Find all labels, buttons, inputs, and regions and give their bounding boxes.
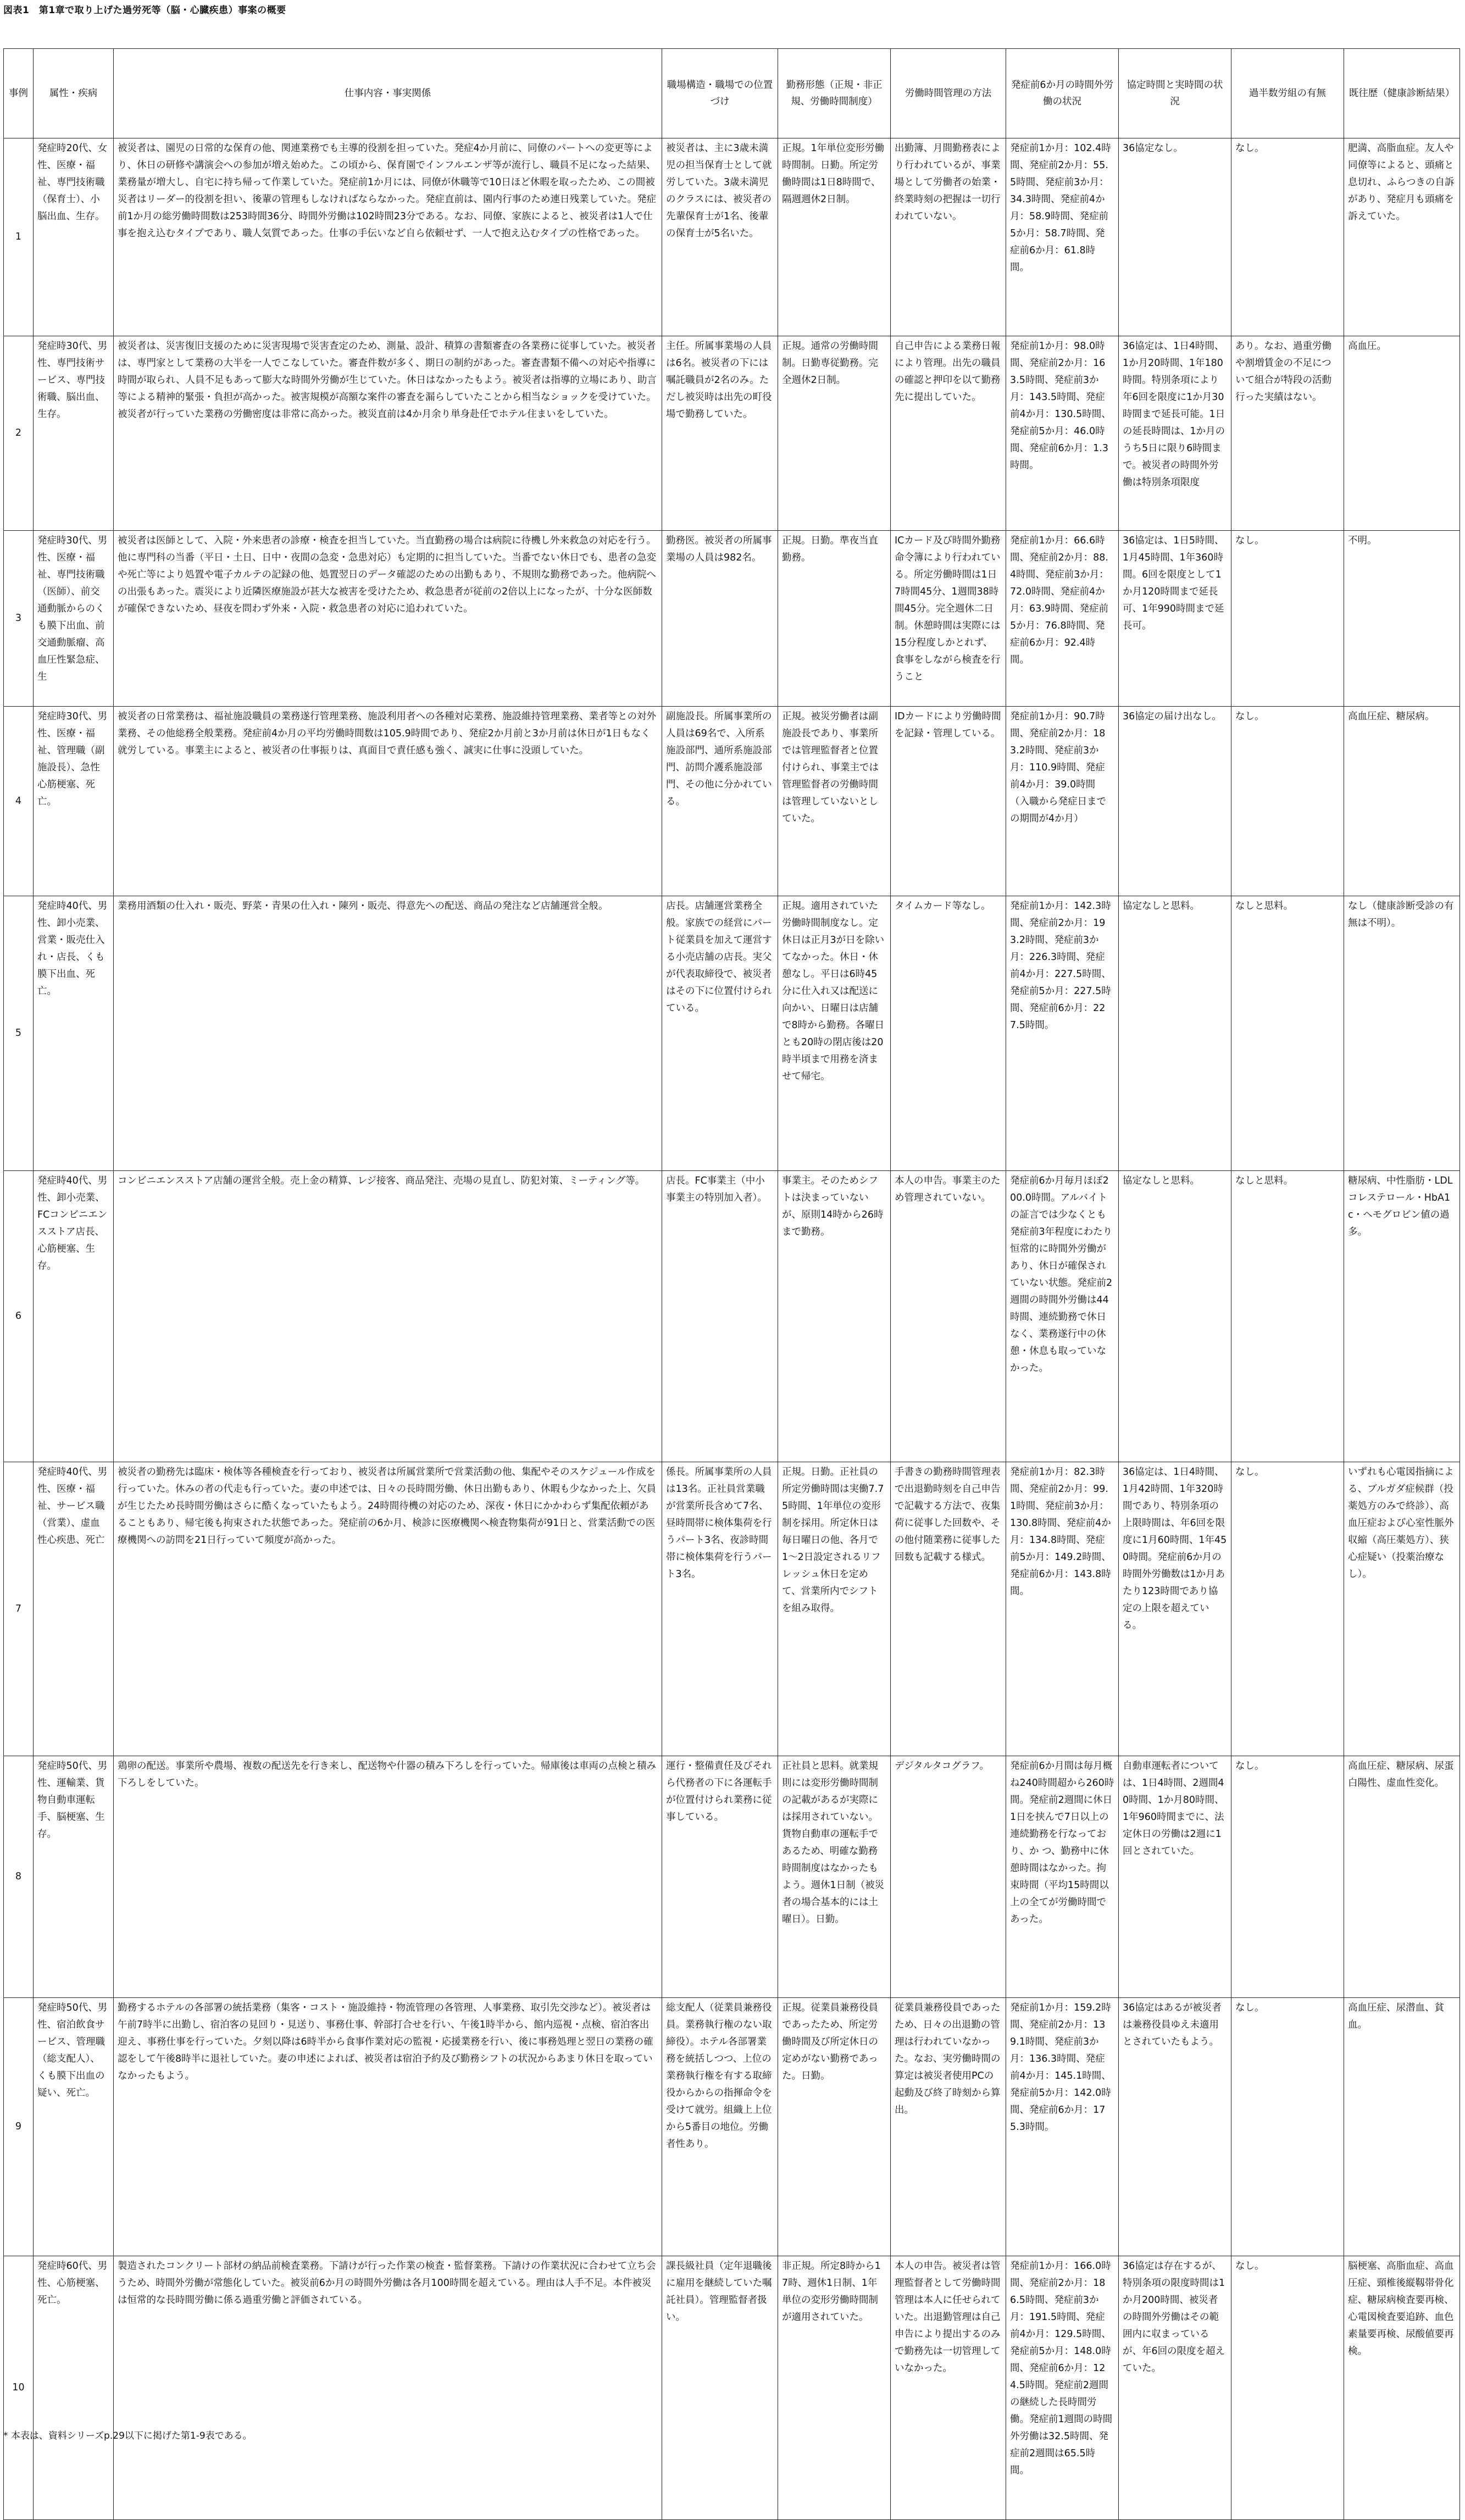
- case-work-form: 正規。日勤。準夜当直勤務。: [778, 531, 891, 707]
- case-union: なし。: [1231, 1756, 1344, 1998]
- header-cell-attributes: 属性・疾病: [34, 49, 114, 138]
- case-work-description: 被災者は医師として、入院・外来患者の診療・検査を担当していた。当直勤務の場合は病院に待機し外来救急の対応を行う。他に専門科の当番（平日・土日、日中・夜間の急変・急患対応）も定期的に担当していた。当番でない休日でも、患者の急変や死亡等により処置や電子カルテの記録の他、処置翌日のデータ確認のための出勤もあり、不規則な勤務であった。他病院への出張もあった。震災により近隣医療施設が甚大な被害を受けたため、救急患者が従前の2倍以上になったが、十分な医師数が確保できないため、昼夜を問わず外来・入院・救急患者の対応に追われていた。: [114, 531, 662, 707]
- case-attributes: 発症時60代、男性、心筋梗塞、死亡。: [34, 2256, 114, 2520]
- case-attributes: 発症時40代、男性、医療・福祉、サービス職（営業）、虚血性心疾患、死亡: [34, 1462, 114, 1756]
- case-work-description: 被災者の日常業務は、福祉施設職員の業務遂行管理業務、施設利用者への各種対応業務、施設維持管理業務、業者等との対外業務、その他総務全般業務。発症前4か月の平均労働時間数は105.9時間であり、発症2か月前と3か月前は休日が1日もなく就労している。事業主によると、被災者の仕事振りは、真面目で責任感も強く、誠実に仕事に没頭していた。: [114, 707, 662, 896]
- case-position: 店長。FC事業主（中小事業主の特別加入者）。: [662, 1171, 778, 1462]
- case-overtime: 発症前1か月：159.2時間、発症前2か月：139.1時間、発症前3か月：136.3時間、発症前4か月：145.1時間、発症前5か月：142.0時間、発症前6か月：175.3時間。: [1006, 1998, 1119, 2256]
- table-row: [4, 2256, 1460, 2520]
- case-work-form: 正規。通常の労働時間制。日勤専従勤務。完全週休2日制。: [778, 336, 891, 531]
- case-union: なし。: [1231, 1998, 1344, 2256]
- case-history: 肥満、高脂血症。友人や同僚等によると、頭痛と息切れ、ふらつきの自訴があり、発症月も頭痛を訴えていた。: [1344, 138, 1460, 336]
- case-work-form: 正規。1年単位変形労働時間制。日勤。所定労働時間は1日8時間で、隔週週休2日制。: [778, 138, 891, 336]
- case-history: なし（健康診断受診の有無は不明）。: [1344, 896, 1460, 1171]
- case-agreement: 36協定は、1日5時間、1月45時間、1年360時間。6回を限度として1か月120時間まで延長可、1年990時間まで延長可。: [1119, 531, 1231, 707]
- case-agreement: 36協定なし。: [1119, 138, 1231, 336]
- case-work-description: 製造されたコンクリート部材の納品前検査業務。下請けが行った作業の検査・監督業務。下請けの作業状況に合わせて立ち会うため、時間外労働が常態化していた。被災前6か月の時間外労働は各月100時間を超えている。理由は人手不足。本件被災は恒常的な長時間労働に係る過重労働と評価されている。: [114, 2256, 662, 2520]
- case-agreement: 協定なしと思料。: [1119, 896, 1231, 1171]
- page-title: 図表1 第1章で取り上げた過労死等（脳・心臓疾患）事案の概要: [3, 5, 286, 16]
- case-union: なしと思料。: [1231, 1171, 1344, 1462]
- case-history: 脳梗塞、高脂血症、高血圧症、頸椎後縦靱帯骨化症、糖尿病検査要再検、心電図検査要追跡、血色素量要再検、尿酸値要再検。: [1344, 2256, 1460, 2520]
- case-agreement: 自動車運転者については、1日4時間、2週間40時間、1か月80時間、1年960時間までに、法定休日の労働は2週に1回とされていた。: [1119, 1756, 1231, 1998]
- case-overtime: 発症前1か月：142.3時間、発症前2か月：193.2時間、発症前3か月：226.3時間、発症前4か月：227.5時間、発症前5か月：227.5時間、発症前6か月：227.5時間。: [1006, 896, 1119, 1171]
- case-union: なし。: [1231, 707, 1344, 896]
- case-work-description: 鶏卵の配送。事業所や農場、複数の配送先を行き来し、配送物や什器の積み下ろしを行っていた。帰庫後は車両の点検と積み下ろしをしていた。: [114, 1756, 662, 1998]
- case-time-management: 本人の申告。事業主のため管理されていない。: [891, 1171, 1006, 1462]
- case-overtime: 発症前1か月：82.3時間、発症前2か月：99.1時間、発症前3か月：130.8時間、発症前4か月：134.8時間、発症前5か月：149.2時間、発症前6か月：143.8時間。: [1006, 1462, 1119, 1756]
- case-history: 高血圧。: [1344, 336, 1460, 531]
- table-row: [4, 1756, 1460, 1998]
- case-overtime: 発症前6か月間は毎月概ね240時間超から260時間。発症前2週間に休日1日を挟んで7日以上の連続勤務を行なっており、か つ、勤務中に休憩時間はなかった。拘束時間（平均15時間以上の全てが労働時間であった。: [1006, 1756, 1119, 1998]
- case-attributes: 発症時50代、男性、運輸業、貨物自動車運転手、脳梗塞、生存。: [34, 1756, 114, 1998]
- case-overtime: 発症前6か月毎月ほぼ200.0時間。アルバイトの証言では少なくとも発症前3年程度にわたり恒常的に時間外労働があり、休日が確保されていない状態。発症前2週間の時間外労働は44時間、連続勤務で休日なく、業務遂行中の休憩・休息も取っていなかった。: [1006, 1171, 1119, 1462]
- case-overtime: 発症前1か月：98.0時間、発症前2か月：163.5時間、発症前3か月：143.5時間、発症前4か月：130.5時間、発症前5か月：46.0時間、発症前6か月：1.3時間。: [1006, 336, 1119, 531]
- case-attributes: 発症時40代、男性、卸小売業、営業・販売仕入れ・店長、くも膜下出血、死亡。: [34, 896, 114, 1171]
- case-work-form: 非正規。所定8時から17時、週休1日制、1年単位の変形労働時間制が適用されていた。: [778, 2256, 891, 2520]
- case-agreement: 36協定は、1日4時間、1か月20時間、1年180時間。特別条項により年6回を限度に1か月30時間まで延長可能。1日の延長時間は、1か月のうち5日に限り6時間まで。被災者の時間外労働は特別条項限度: [1119, 336, 1231, 531]
- case-number: 4: [4, 707, 34, 896]
- case-agreement: 36協定は、1日4時間、1月42時間、1年320時間であり、特別条項の上限時間は、年6回を限度に1月60時間、1年450時間。発症前6か月の時間外労働数は1か月あたり123時間であり協定の上限を超えている。: [1119, 1462, 1231, 1756]
- case-work-form: 事業主。そのためシフトは決まっていないが、原則14時から26時まで勤務。: [778, 1171, 891, 1462]
- table-row: [4, 896, 1460, 1171]
- case-number: 7: [4, 1462, 34, 1756]
- case-position: 係長。所属事業所の人員は13名。正社員営業職が営業所長含めて7名、昼時間帯に検体集荷を行うパート3名、夜診時間帯に検体集荷を行うパート3名。: [662, 1462, 778, 1756]
- case-history: 高血圧症、糖尿病。: [1344, 707, 1460, 896]
- header-cell-case-no: 事例: [4, 49, 34, 138]
- case-work-description: 勤務するホテルの各部署の統括業務（集客・コスト・施設維持・物流管理の各管理、人事業務、取引先交渉など）。被災者は午前7時半に出勤し、宿泊客の見回り・見送り、事務仕事、幹部打合せを行い、午後1時半から、館内巡視・点検、宿泊客出迎え、事務仕事を行っていた。夕刻以降は6時半から食事作業対応の監視・応援業務を行い、後に事務処理と翌日の業務の確認をして午後8時半に退社していた。妻の申述によれば、被災者は宿泊予約及び勤務シフトの状況からあまり休日を取っていなかったもよう。: [114, 1998, 662, 2256]
- case-time-management: 手書きの勤務時間管理表で出退勤時刻を自己申告で記載する方法で、夜集荷に従事した回数や、その他付随業務に従事した回数も記載する様式。: [891, 1462, 1006, 1756]
- case-agreement: 36協定の届け出なし。: [1119, 707, 1231, 896]
- case-overtime: 発症前1か月：66.6時間、発症前2か月：88.4時間、発症前3か月：72.0時間、発症前4か月：63.9時間、発症前5か月：76.8時間、発症前6か月：92.4時間。: [1006, 531, 1119, 707]
- case-attributes: 発症時50代、男性、宿泊飲食サービス、管理職（総支配人）、くも膜下出血の疑い、死亡。: [34, 1998, 114, 2256]
- case-time-management: デジタルタコグラフ。: [891, 1756, 1006, 1998]
- case-position: 副施設長。所属事業所の人員は69名で、入所系施設部門、通所系施設部門、訪問介護系施設部門、その他に分かれている。: [662, 707, 778, 896]
- case-work-form: 正社員と思料。就業規則には変形労働時間制の記載があるが実際には採用されていない。貨物自動車の運転手であるため、明確な勤務時間制度はなかったもよう。週休1日制（被災者の場合基本的には土曜日）。日勤。: [778, 1756, 891, 1998]
- case-overtime: 発症前1か月：90.7時間、発症前2か月：183.2時間、発症前3か月：110.9時間、発症前4か月：39.0時間（入職から発症日までの期間が4か月）: [1006, 707, 1119, 896]
- case-union: なし。: [1231, 531, 1344, 707]
- case-union: なし。: [1231, 2256, 1344, 2520]
- case-history: 糖尿病、中性脂肪・LDLコレステロール・HbA1c・ヘモグロビン値の過多。: [1344, 1171, 1460, 1462]
- case-number: 5: [4, 896, 34, 1171]
- table-row: [4, 1171, 1460, 1462]
- case-attributes: 発症時20代、女性、医療・福祉、専門技術職（保育士）、小脳出血、生存。: [34, 138, 114, 336]
- case-number: 3: [4, 531, 34, 707]
- case-history: 不明。: [1344, 531, 1460, 707]
- case-work-form: 正規。適用されていた労働時間制度なし。定休日は正月3が日を除いてなかった。休日・休憩なし。平日は6時45分に仕入れ又は配送に向かい、日曜日は店舗で8時から勤務。各曜日とも20時の閉店後は20時半頃まで用務を済ませて帰宅。: [778, 896, 891, 1171]
- case-number: 8: [4, 1756, 34, 1998]
- table-row: [4, 336, 1460, 531]
- case-attributes: 発症時40代、男性、卸小売業、FCコンビニエンスストア店長、心筋梗塞、生存。: [34, 1171, 114, 1462]
- case-number: 10: [4, 2256, 34, 2520]
- footnote: * 本表は、資料シリーズp.29以下に掲げた第1-9表である。: [3, 2430, 252, 2441]
- header-cell-position: 職場構造・職場での位置づけ: [662, 49, 778, 138]
- case-attributes: 発症時30代、男性、医療・福祉、専門技術職（医師）、前交通動脈からのくも膜下出血、前交通動脈瘤、高血圧性緊急症、生: [34, 531, 114, 707]
- header-cell-agreement: 協定時間と実時間の状況: [1119, 49, 1231, 138]
- table-row: [4, 707, 1460, 896]
- header-cell-time-management: 労働時間管理の方法: [891, 49, 1006, 138]
- case-work-description: 業務用酒類の仕入れ・販売、野菜・青果の仕入れ・陳列・販売、得意先への配送、商品の発注など店舗運営全般。: [114, 896, 662, 1171]
- case-work-description: 被災者は、災害復旧支援のために災害現場で災害査定のため、測量、設計、積算の書類審査の各業務に従事していた。被災者は、専門家として業務の大半を一人でこなしていた。審査件数が多く、期日の制約があった。審査書類不備への対応や指導に時間が取られ、人員不足もあって膨大な時間外労働が生じていた。休日はなかったもよう。被災者は指導的立場にあり、助言等による精神的緊張・負担が高かった。被害規模が高額な案件の審査を漏らしていたことから相当なショックを受けていた。被災者が行っていた業務の労働密度は非常に高かった。被災直前は4か月余り単身赴任でホテル住まいをしていた。: [114, 336, 662, 531]
- case-number: 2: [4, 336, 34, 531]
- case-number: 6: [4, 1171, 34, 1462]
- case-time-management: 本人の申告。被災者は管理監督者として労働時間管理は本人に任せられていた。出退勤管理は自己申告により提出するのみで勤務先は一切管理していなかった。: [891, 2256, 1006, 2520]
- header-row: [4, 49, 1460, 138]
- header-cell-history: 既往歴（健康診断結果）: [1344, 49, 1460, 138]
- case-history: 高血圧症、尿潜血、貧血。: [1344, 1998, 1460, 2256]
- case-work-form: 正規。従業員兼務役員であったため、所定労働時間及び所定休日の定めがない勤務であった。日勤。: [778, 1998, 891, 2256]
- header-cell-work-form: 勤務形態（正規・非正規、労働時間制度）: [778, 49, 891, 138]
- case-history: いずれも心電図指摘による、ブルガダ症候群（投薬処方のみで終診）、高血圧症および心室性脈外収縮（高圧薬処方）、狭心症疑い（投薬治療なし）。: [1344, 1462, 1460, 1756]
- case-union: なし。: [1231, 138, 1344, 336]
- case-work-description: コンビニエンスストア店舗の運営全般。売上金の精算、レジ接客、商品発注、売場の見直し、防犯対策、ミーティング等。: [114, 1171, 662, 1462]
- case-agreement: 協定なしと思料。: [1119, 1171, 1231, 1462]
- case-attributes: 発症時30代、男性、医療・福祉、管理職（副施設長）、急性心筋梗塞、死亡。: [34, 707, 114, 896]
- table-row: [4, 1462, 1460, 1756]
- case-number: 1: [4, 138, 34, 336]
- case-attributes: 発症時30代、男性、専門技術サービス、専門技術職、脳出血、生存。: [34, 336, 114, 531]
- header-cell-work: 仕事内容・事実関係: [114, 49, 662, 138]
- case-time-management: 自己申告による業務日報により管理。出先の職員の確認と押印を以て勤務先に提出していた。: [891, 336, 1006, 531]
- case-work-form: 正規。被災労働者は副施設長であり、事業所では管理監督者と位置付けられ、事業主では管理監督者の労働時間は管理していないとしていた。: [778, 707, 891, 896]
- case-position: 主任。所属事業場の人員は6名。被災者の下には嘱託職員が2名のみ。ただし被災時は出先の町役場で勤務していた。: [662, 336, 778, 531]
- case-work-description: 被災者の勤務先は臨床・検体等各種検査を行っており、被災者は所属営業所で営業活動の他、集配やそのスケジュール作成を行っていた。休みの者の代走も行っていた。妻の申述では、日々の長時間労働、休日出勤もあり、休暇も少なかった上、欠員が生じたため長時間労働はさらに酷くなっていたもよう。24時間待機の対応のため、深夜・休日にかかわらず集配依頼があることもあり、帰宅後も拘束された状態であった。発症前の6か月、検診に医療機関へ検査物集荷が91日と、営業活動での医療機関への訪問を21日行っていて頻度が高かった。: [114, 1462, 662, 1756]
- case-position: 課長級社員（定年退職後に雇用を継続していた嘱託社員）。管理監督者扱い。: [662, 2256, 778, 2520]
- case-time-management: 出勤簿、月間勤務表により行われているが、事業場として労働者の始業・終業時刻の把握は一切行われていない。: [891, 138, 1006, 336]
- case-agreement: 36協定はあるが被災者は兼務役員ゆえ未適用とされていたもよう。: [1119, 1998, 1231, 2256]
- table-row: [4, 138, 1460, 336]
- case-time-management: 従業員兼務役員であったため、日々の出退勤の管理は行われていなかった。なお、実労働時間の算定は被災者使用PCの起動及び終了時刻から算出。: [891, 1998, 1006, 2256]
- case-union: なし。: [1231, 1462, 1344, 1756]
- case-number: 9: [4, 1998, 34, 2256]
- case-history: 高血圧症、糖尿病、尿蛋白陽性、虚血性変化。: [1344, 1756, 1460, 1998]
- case-position: 勤務医。被災者の所属事業場の人員は982名。: [662, 531, 778, 707]
- table-row: [4, 1998, 1460, 2256]
- case-union: なしと思料。: [1231, 896, 1344, 1171]
- table-row: [4, 531, 1460, 707]
- case-union: あり。なお、過重労働や割増賃金の不足について組合が特段の活動行った実績はない。: [1231, 336, 1344, 531]
- case-work-form: 正規。日勤。正社員の所定労働時間は実働7.75時間、1年単位の変形制を採用。所定休日は毎日曜日の他、各月で1〜2日設定されるリフレッシュ休日を定めて、営業所内でシフトを組み取得。: [778, 1462, 891, 1756]
- case-position: 被災者は、主に3歳未満児の担当保育士として就労していた。3歳未満児のクラスには、被災者の先輩保育士が1名、後輩の保育士が5名いた。: [662, 138, 778, 336]
- case-time-management: IDカードにより労働時間を記録・管理している。: [891, 707, 1006, 896]
- case-time-management: タイムカード等なし。: [891, 896, 1006, 1171]
- header-cell-union: 過半数労組の有無: [1231, 49, 1344, 138]
- cases-table: [3, 48, 1460, 2520]
- case-agreement: 36協定は存在するが、特別条項の限度時間は1か月200時間、被災者の時間外労働はその範囲内に収まっているが、年6回の限度を超えていた。: [1119, 2256, 1231, 2520]
- case-overtime: 発症前1か月：166.0時間、発症前2か月：186.5時間、発症前3か月：191.5時間、発症前4か月：129.5時間、発症前5か月：148.0時間、発症前6か月：124.5時間。発症前2週間の継続した長時間労働。発症前1週間の時間外労働は32.5時間、発症前2週間は65.5時間。: [1006, 2256, 1119, 2520]
- case-time-management: ICカード及び時間外勤務命令簿により行われている。所定労働時間は1日7時間45分、1週間38時間45分。完全週休二日制。休憩時間は実際には15分程度しかとれず、食事をしながら検査を行うこと: [891, 531, 1006, 707]
- case-position: 運行・整備責任及びそれら代務者の下に各運転手が位置付けられ業務に従事している。: [662, 1756, 778, 1998]
- header-cell-overtime: 発症前6か月の時間外労働の状況: [1006, 49, 1119, 138]
- case-position: 店長。店舗運営業務全般。家族での経営にパート従業員を加えて運営する小売店舗の店長。実父が代表取締役で、被災者はその下に位置付けられている。: [662, 896, 778, 1171]
- case-work-description: 被災者は、園児の日常的な保育の他、関連業務でも主導的役割を担っていた。発症4か月前に、同僚のパートへの変更等により、休日の研修や講演会への参加が増え始めた。この頃から、保育園でインフルエンザ等が流行し、職員不足になった結果、業務量が増大し、自宅に持ち帰って作業していた。発症前1か月には、同僚が休職等で10日ほど休暇を取ったため、この間被災者はリーダー的役割を担い、後輩の管理もしなければならなかった。発症直前は、園内行事のため連日残業していた。発症前1か月の総労働時間数は253時間36分、時間外労働は102時間23分である。なお、同僚、家族によると、被災者は1人で仕事を抱え込むタイプであり、職人気質であった。仕事の手伝いなど自ら依頼せず、一人で抱え込むタイプの性格であった。: [114, 138, 662, 336]
- case-overtime: 発症前1か月：102.4時間、発症前2か月：55.5時間、発症前3か月：34.3時間、発症前4か月：58.9時間、発症前5か月：58.7時間、発症前6か月：61.8時間。: [1006, 138, 1119, 336]
- case-position: 総支配人（従業員兼務役員。業務執行権のない取締役）。ホテル各部署業務を統括しつつ、上位の業務執行権を有する取締役からからの指揮命令を受けて就労。組織上上位から5番目の地位。労働者性あり。: [662, 1998, 778, 2256]
